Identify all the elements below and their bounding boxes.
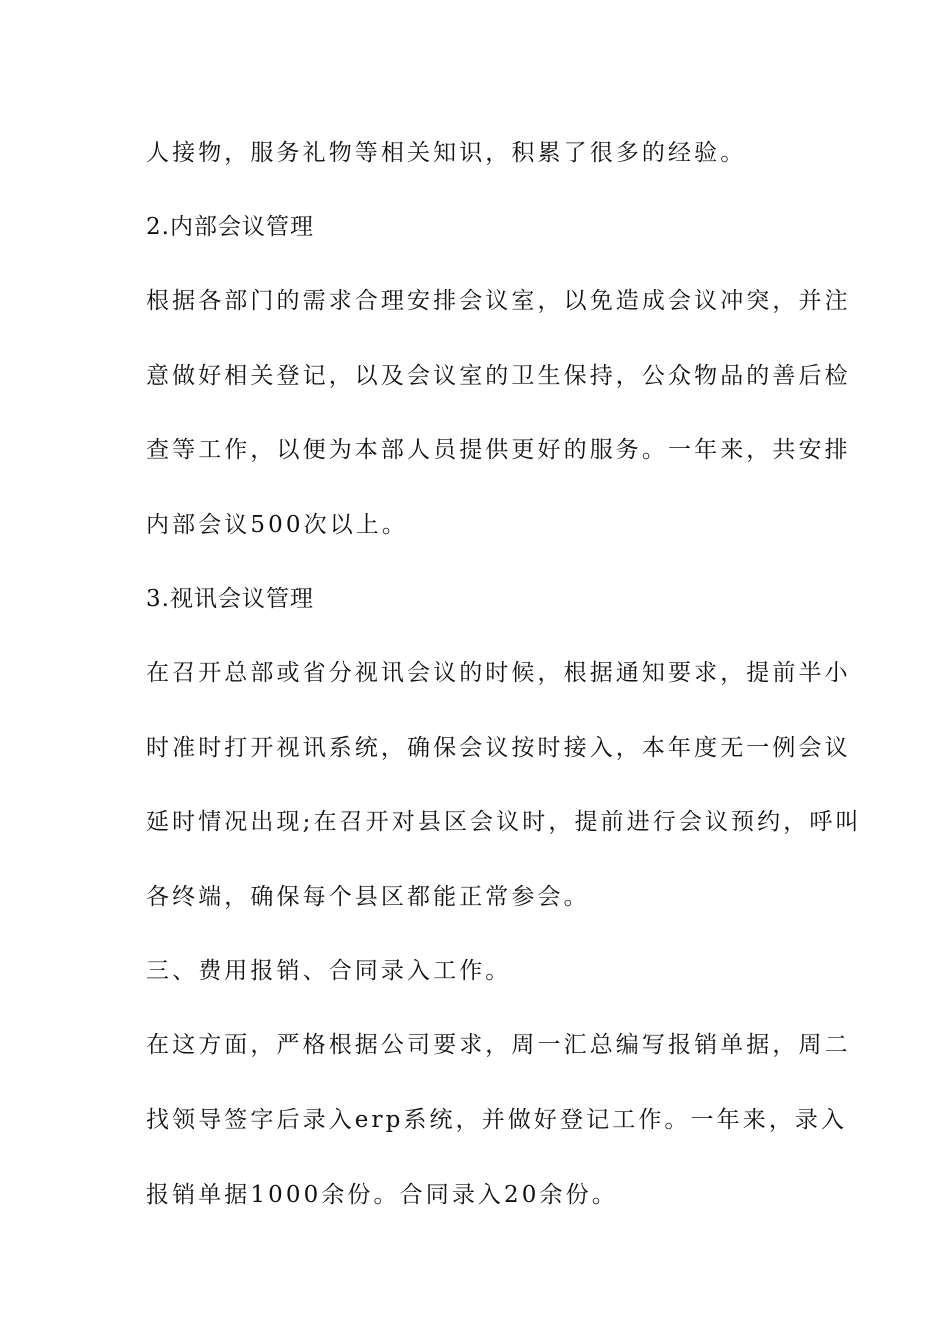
text-line: 查等工作，以便为本部人员提供更好的服务。一年来，共安排 — [146, 437, 851, 463]
text-line: 时准时打开视讯系统，确保会议按时接入，本年度无一例会议 — [146, 735, 851, 761]
text-line: 意做好相关登记，以及会议室的卫生保持，公众物品的善后检 — [146, 363, 851, 389]
text-line: 各终端，确保每个县区都能正常参会。 — [146, 884, 590, 910]
text-line: 内部会议500次以上。 — [146, 512, 408, 538]
text-line: 人接物，服务礼物等相关知识，积累了很多的经验。 — [146, 140, 747, 166]
text-line: 报销单据1000余份。合同录入20余份。 — [146, 1182, 618, 1208]
text-line: 延时情况出现;在召开对县区会议时，提前进行会议预约，呼叫 — [146, 809, 862, 835]
section-heading: 2.内部会议管理 — [146, 214, 314, 240]
section-heading: 三、费用报销、合同录入工作。 — [146, 958, 512, 984]
text-line: 在召开总部或省分视讯会议的时候，根据通知要求，提前半小 — [146, 660, 851, 686]
section-heading: 3.视讯会议管理 — [146, 586, 314, 612]
text-line: 找领导签字后录入erp系统，并做好登记工作。一年来，录入 — [146, 1107, 848, 1133]
text-line: 在这方面，严格根据公司要求，周一汇总编写报销单据，周二 — [146, 1032, 851, 1058]
text-line: 根据各部门的需求合理安排会议室，以免造成会议冲突，并注 — [146, 288, 851, 314]
